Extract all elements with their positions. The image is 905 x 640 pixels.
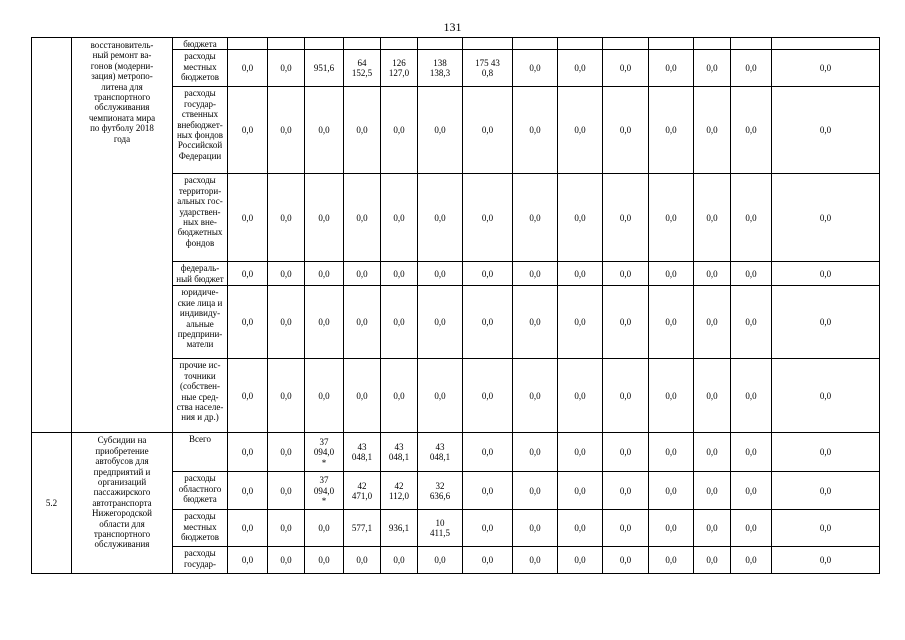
value-cell: 0,0 xyxy=(603,262,649,286)
value-cell: 0,0 xyxy=(268,359,305,433)
value-cell: 0,0 xyxy=(228,547,268,574)
value-cell: 64 152,5 xyxy=(344,50,381,87)
value-cell xyxy=(558,38,603,50)
funding-source-cell: Всего xyxy=(173,433,228,472)
value-cell: 0,0 xyxy=(268,472,305,510)
value-cell: 0,0 xyxy=(513,87,558,174)
value-cell: 0,0 xyxy=(694,510,731,547)
value-cell: 0,0 xyxy=(731,547,772,574)
value-cell: 0,0 xyxy=(381,359,418,433)
value-cell: 43 048,1 xyxy=(381,433,418,472)
value-cell: 0,0 xyxy=(558,547,603,574)
value-cell: 126 127,0 xyxy=(381,50,418,87)
value-cell: 0,0 xyxy=(305,547,344,574)
value-cell: 0,0 xyxy=(731,510,772,547)
value-cell: 0,0 xyxy=(268,87,305,174)
value-cell: 0,0 xyxy=(649,174,694,262)
value-cell xyxy=(305,38,344,50)
value-cell: 0,0 xyxy=(344,359,381,433)
value-cell: 0,0 xyxy=(772,262,880,286)
value-cell: 0,0 xyxy=(463,472,513,510)
value-cell: 0,0 xyxy=(305,87,344,174)
value-cell xyxy=(418,38,463,50)
value-cell: 0,0 xyxy=(381,262,418,286)
funding-source-cell: бюджета xyxy=(173,38,228,50)
value-cell: 138 138,3 xyxy=(418,50,463,87)
value-cell: 0,0 xyxy=(418,359,463,433)
value-cell: 0,0 xyxy=(649,510,694,547)
value-cell: 0,0 xyxy=(268,50,305,87)
value-cell xyxy=(463,38,513,50)
page-number: 131 xyxy=(443,20,462,34)
value-cell: 0,0 xyxy=(228,87,268,174)
value-cell: 0,0 xyxy=(305,262,344,286)
value-cell: 0,0 xyxy=(694,472,731,510)
value-cell xyxy=(344,38,381,50)
value-cell: 0,0 xyxy=(381,87,418,174)
value-cell: 0,0 xyxy=(344,87,381,174)
value-cell: 0,0 xyxy=(603,472,649,510)
value-cell: 43 048,1 xyxy=(344,433,381,472)
value-cell: 0,0 xyxy=(603,87,649,174)
measure-name-cell: восстановитель- ный ремонт ва- гонов (модерни- зация) метропо- литена для транспортного обслуживания чемпионата мира по футболу 2018 года xyxy=(72,38,173,433)
value-cell xyxy=(228,38,268,50)
value-cell: 0,0 xyxy=(694,262,731,286)
value-cell: 0,0 xyxy=(228,174,268,262)
value-cell: 0,0 xyxy=(649,286,694,359)
item-number-cell: 5.2 xyxy=(32,433,72,574)
value-cell: 0,0 xyxy=(558,286,603,359)
value-cell: 0,0 xyxy=(649,262,694,286)
value-cell: 0,0 xyxy=(772,286,880,359)
value-cell: 0,0 xyxy=(268,510,305,547)
value-cell: 0,0 xyxy=(418,174,463,262)
value-cell: 0,0 xyxy=(603,174,649,262)
funding-source-cell: прочие ис- точники (собствен- ные сред- ства населе- ния и др.) xyxy=(173,359,228,433)
value-cell: 0,0 xyxy=(772,510,880,547)
value-cell xyxy=(731,38,772,50)
value-cell: 0,0 xyxy=(418,87,463,174)
value-cell: 0,0 xyxy=(649,50,694,87)
value-cell: 0,0 xyxy=(731,286,772,359)
funding-source-cell: расходы местных бюджетов xyxy=(173,510,228,547)
value-cell: 0,0 xyxy=(694,547,731,574)
measure-name-cell: Субсидии на приобретение автобусов для предприятий и организаций пассажирского автотранспорта Нижегородской области для транспортного обслуживания xyxy=(72,433,173,574)
value-cell: 0,0 xyxy=(268,262,305,286)
funding-source-cell: расходы территори- альных гос- ударствен- ных вне- бюджетных фондов xyxy=(173,174,228,262)
value-cell: 0,0 xyxy=(772,50,880,87)
value-cell: 0,0 xyxy=(694,433,731,472)
value-cell xyxy=(772,38,880,50)
value-cell: 577,1 xyxy=(344,510,381,547)
value-cell: 0,0 xyxy=(558,433,603,472)
funding-source-cell: расходы местных бюджетов xyxy=(173,50,228,87)
value-cell: 0,0 xyxy=(603,510,649,547)
value-cell: 0,0 xyxy=(268,433,305,472)
value-cell: 0,0 xyxy=(418,547,463,574)
value-cell: 0,0 xyxy=(772,359,880,433)
table-row xyxy=(32,38,880,50)
value-cell: 0,0 xyxy=(305,359,344,433)
value-cell: 0,0 xyxy=(649,547,694,574)
item-number-cell xyxy=(32,38,72,433)
value-cell xyxy=(649,38,694,50)
value-cell: 0,0 xyxy=(381,547,418,574)
value-cell: 0,0 xyxy=(649,87,694,174)
value-cell: 0,0 xyxy=(381,286,418,359)
value-cell: 0,0 xyxy=(513,262,558,286)
table-row xyxy=(32,433,880,472)
value-cell: 0,0 xyxy=(772,433,880,472)
value-cell: 0,0 xyxy=(268,547,305,574)
value-cell xyxy=(268,38,305,50)
value-cell: 42 112,0 xyxy=(381,472,418,510)
funding-source-cell: федераль- ный бюджет xyxy=(173,262,228,286)
value-cell: 0,0 xyxy=(228,50,268,87)
value-cell: 0,0 xyxy=(694,359,731,433)
value-cell: 175 43 0,8 xyxy=(463,50,513,87)
value-cell: 0,0 xyxy=(558,174,603,262)
funding-source-cell: расходы государ- ственных внебюджет- ных фондов Российской Федерации xyxy=(173,87,228,174)
value-cell: 0,0 xyxy=(463,359,513,433)
value-cell: 0,0 xyxy=(603,286,649,359)
value-cell: 0,0 xyxy=(558,359,603,433)
value-cell: 0,0 xyxy=(731,174,772,262)
value-cell xyxy=(513,38,558,50)
value-cell: 0,0 xyxy=(463,286,513,359)
value-cell: 0,0 xyxy=(228,510,268,547)
value-cell: 0,0 xyxy=(305,174,344,262)
value-cell: 0,0 xyxy=(418,262,463,286)
value-cell: 0,0 xyxy=(649,472,694,510)
value-cell: 0,0 xyxy=(463,433,513,472)
value-cell: 0,0 xyxy=(344,174,381,262)
value-cell: 0,0 xyxy=(772,87,880,174)
value-cell: 0,0 xyxy=(228,472,268,510)
value-cell: 0,0 xyxy=(731,87,772,174)
value-cell: 0,0 xyxy=(772,547,880,574)
value-cell xyxy=(603,38,649,50)
value-cell: 0,0 xyxy=(513,433,558,472)
value-cell: 0,0 xyxy=(558,472,603,510)
value-cell: 0,0 xyxy=(344,262,381,286)
value-cell: 0,0 xyxy=(513,472,558,510)
value-cell: 0,0 xyxy=(649,433,694,472)
funding-source-cell: расходы областного бюджета xyxy=(173,472,228,510)
funding-source-cell: юридиче- ские лица и индивиду- альные предприни- матели xyxy=(173,286,228,359)
value-cell: 0,0 xyxy=(344,547,381,574)
value-cell: 0,0 xyxy=(228,359,268,433)
value-cell: 0,0 xyxy=(558,87,603,174)
value-cell: 0,0 xyxy=(381,174,418,262)
value-cell: 0,0 xyxy=(228,286,268,359)
value-cell: 0,0 xyxy=(558,262,603,286)
value-cell: 0,0 xyxy=(731,50,772,87)
value-cell: 0,0 xyxy=(772,174,880,262)
value-cell: 0,0 xyxy=(513,286,558,359)
budget-table-body xyxy=(32,38,880,574)
value-cell: 10 411,5 xyxy=(418,510,463,547)
value-cell: 0,0 xyxy=(268,286,305,359)
value-cell: 0,0 xyxy=(463,87,513,174)
value-cell: 0,0 xyxy=(513,510,558,547)
value-cell: 0,0 xyxy=(558,50,603,87)
value-cell: 0,0 xyxy=(694,286,731,359)
value-cell: 42 471,0 xyxy=(344,472,381,510)
value-cell: 0,0 xyxy=(731,262,772,286)
value-cell: 0,0 xyxy=(603,50,649,87)
value-cell: 0,0 xyxy=(463,174,513,262)
value-cell: 43 048,1 xyxy=(418,433,463,472)
value-cell: 0,0 xyxy=(649,359,694,433)
value-cell: 0,0 xyxy=(418,286,463,359)
value-cell: 0,0 xyxy=(513,547,558,574)
value-cell: 0,0 xyxy=(694,87,731,174)
value-cell: 0,0 xyxy=(731,433,772,472)
value-cell: 0,0 xyxy=(603,359,649,433)
value-cell: 0,0 xyxy=(731,472,772,510)
value-cell: 0,0 xyxy=(463,547,513,574)
value-cell: 0,0 xyxy=(603,433,649,472)
budget-table xyxy=(31,37,880,574)
funding-source-cell: расходы государ- xyxy=(173,547,228,574)
value-cell: 0,0 xyxy=(463,262,513,286)
value-cell: 0,0 xyxy=(513,174,558,262)
value-cell: 0,0 xyxy=(268,174,305,262)
value-cell: 0,0 xyxy=(228,262,268,286)
value-cell: 0,0 xyxy=(228,433,268,472)
value-cell: 0,0 xyxy=(694,50,731,87)
value-cell: 0,0 xyxy=(731,359,772,433)
value-cell xyxy=(381,38,418,50)
value-cell xyxy=(694,38,731,50)
value-cell: 32 636,6 xyxy=(418,472,463,510)
value-cell: 0,0 xyxy=(558,510,603,547)
value-cell: 37 094,0 * xyxy=(305,472,344,510)
value-cell: 0,0 xyxy=(694,174,731,262)
value-cell: 37 094,0 * xyxy=(305,433,344,472)
value-cell: 0,0 xyxy=(513,50,558,87)
value-cell: 0,0 xyxy=(513,359,558,433)
value-cell: 936,1 xyxy=(381,510,418,547)
value-cell: 0,0 xyxy=(603,547,649,574)
value-cell: 0,0 xyxy=(772,472,880,510)
value-cell: 0,0 xyxy=(305,510,344,547)
value-cell: 0,0 xyxy=(305,286,344,359)
value-cell: 951,6 xyxy=(305,50,344,87)
value-cell: 0,0 xyxy=(344,286,381,359)
value-cell: 0,0 xyxy=(463,510,513,547)
